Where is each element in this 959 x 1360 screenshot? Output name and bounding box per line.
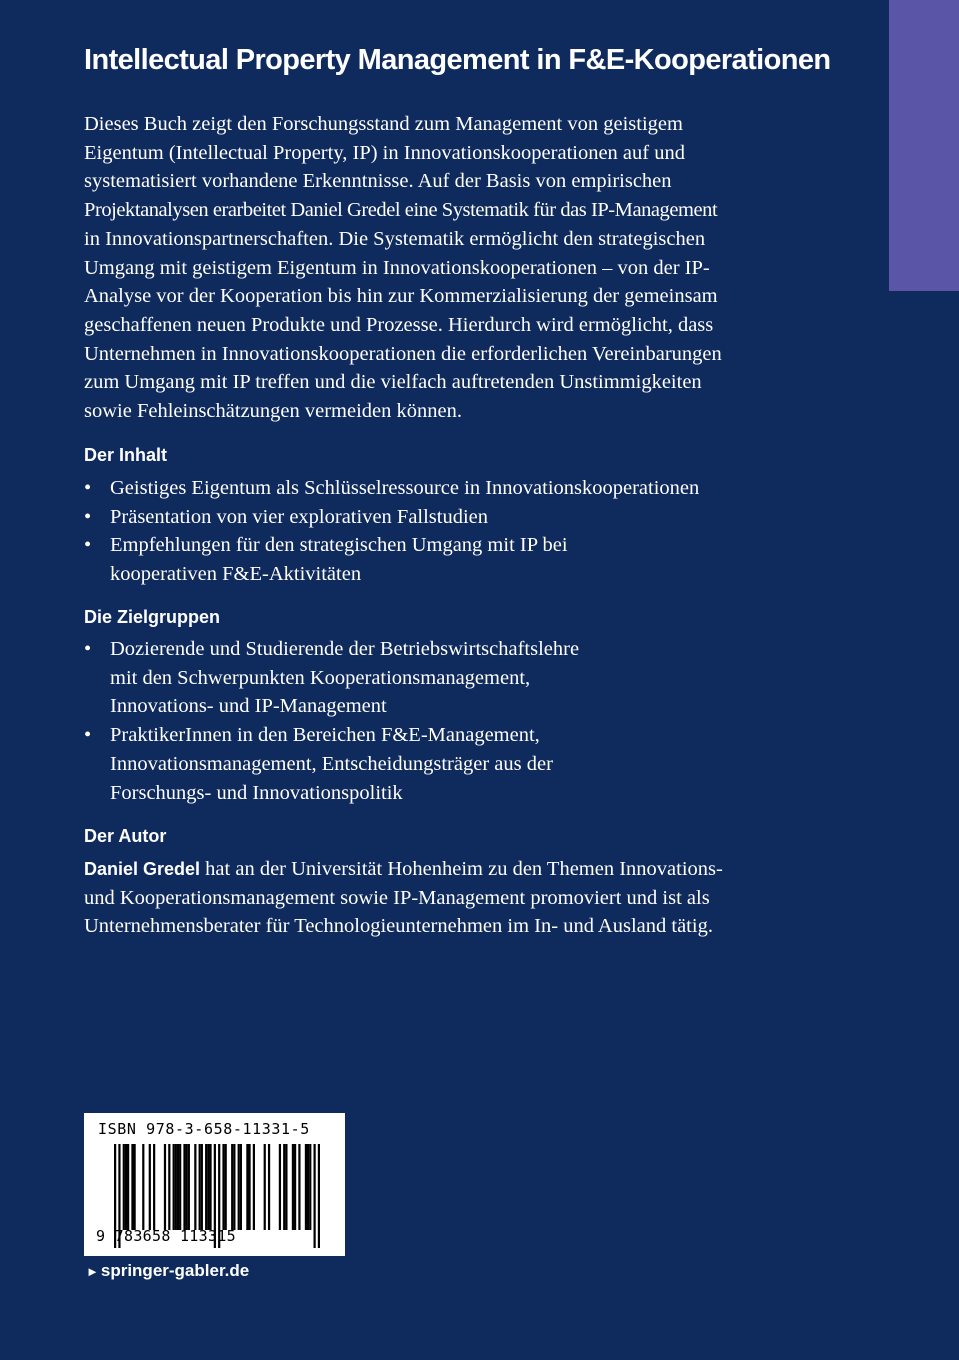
barcode-bar [253, 1144, 255, 1230]
list-item-text: Innovationsmanagement, Entscheidungsträger aus der [110, 752, 553, 775]
barcode-bar [164, 1144, 166, 1230]
barcode-bar [149, 1144, 151, 1230]
barcode-bar [298, 1144, 300, 1230]
bullet-icon: • [84, 477, 92, 499]
author-line: und Kooperationsmanagement sowie IP-Management promoviert und ist als [84, 886, 710, 909]
intro-line: Eigentum (Intellectual Property, IP) in Innovationskooperationen auf und [84, 141, 685, 164]
barcode-bar [194, 1144, 196, 1230]
list-item-text: mit den Schwerpunkten Kooperationsmanagement, [110, 666, 531, 689]
author-paragraph [84, 855, 804, 941]
list-item [84, 531, 804, 588]
accent-bar [889, 0, 959, 291]
barcode-bar [134, 1144, 136, 1230]
intro-line: Unternehmen in Innovationskooperationen die erforderlichen Vereinbarungen [84, 342, 722, 365]
intro-line: Dieses Buch zeigt den Forschungsstand zum Management von geistigem [84, 113, 683, 135]
list-item [84, 721, 804, 807]
list-item-text: PraktikerInnen in den Bereichen F&E-Management, [110, 724, 540, 747]
list-item-text: kooperativen F&E-Aktivitäten [110, 563, 362, 586]
list-item [84, 503, 804, 532]
section-heading-inhalt: Der Inhalt [84, 445, 168, 465]
barcode-bar [125, 1144, 127, 1230]
barcode-bar [292, 1144, 294, 1230]
barcode-bar [186, 1144, 188, 1230]
inhalt-list [84, 474, 804, 589]
barcode-bar [175, 1144, 177, 1230]
barcode-bar [188, 1144, 190, 1230]
bullet-icon: • [84, 534, 92, 557]
intro-line: systematisiert vorhandene Erkenntnisse. Auf der Basis von empirischen [84, 170, 672, 193]
barcode-bar [240, 1144, 242, 1230]
barcode-bar [283, 1144, 285, 1230]
barcode-bar [199, 1144, 201, 1230]
intro-line: sowie Fehleinschätzungen vermeiden können. [84, 400, 462, 423]
arrow-right-icon: ► [86, 1264, 99, 1279]
publisher-website[interactable] [86, 1261, 249, 1281]
barcode-bar [131, 1144, 133, 1230]
barcode-bar [268, 1144, 270, 1230]
author-line [84, 855, 804, 884]
intro-line: zum Umgang mit IP treffen und die vielfach auftretenden Unstimmigkeiten [84, 371, 702, 394]
intro-paragraph [84, 110, 804, 426]
list-item-text: Geistiges Eigentum als Schlüsselressource in Innovationskooperationen [110, 477, 700, 499]
intro-line: Projektanalysen erarbeitet Daniel Gredel eine Systematik für das IP-Management [84, 199, 718, 222]
barcode-bar [307, 1144, 309, 1230]
list-item-text: Dozierende und Studierende der Betriebswirtschaftslehre [110, 638, 580, 660]
bullet-icon: • [84, 724, 92, 747]
barcode-bar [246, 1144, 248, 1230]
author-text: hat an der Universität Hohenheim zu den Themen Innovations- [200, 858, 723, 880]
isbn-label: ISBN 978-3-658-11331-5 [98, 1120, 310, 1138]
barcode-bar [123, 1144, 125, 1230]
barcode-bar [142, 1144, 144, 1230]
barcode-bar [183, 1144, 185, 1230]
list-item [84, 474, 804, 503]
barcode-bar [231, 1144, 233, 1230]
barcode-bar [205, 1144, 207, 1230]
author-name: Daniel Gredel [84, 859, 201, 879]
barcode-bar [279, 1144, 281, 1230]
list-item-text: Präsentation von vier explorativen Fallstudien [110, 505, 489, 528]
isbn-barcode-box [84, 1113, 345, 1256]
intro-line: Analyse vor der Kooperation bis hin zur Kommerzialisierung der gemeinsam [84, 285, 718, 308]
barcode-bar [168, 1144, 170, 1230]
barcode-bar [201, 1144, 203, 1230]
section-heading-zielgruppen: Die Zielgruppen [84, 607, 221, 627]
list-item [84, 635, 804, 721]
barcode-bar [285, 1144, 287, 1230]
author-line: Unternehmensberater für Technologieunternehmen im In- und Ausland tätig. [84, 915, 713, 938]
intro-line: Umgang mit geistigem Eigentum in Innovationskooperationen – von der IP- [84, 256, 710, 279]
barcode-bar [222, 1144, 224, 1230]
barcode-bar [225, 1144, 227, 1230]
zielgruppen-list [84, 635, 804, 807]
bullet-icon: • [84, 505, 92, 528]
barcode-bar [248, 1144, 250, 1230]
barcode-digits: 9 783658 113315 [96, 1227, 236, 1245]
cover-title: Intellectual Property Management in F&E-Kooperationen [84, 44, 831, 76]
barcode-bar [294, 1144, 296, 1230]
barcode-bar [127, 1144, 129, 1230]
barcode-bar [207, 1144, 209, 1230]
barcode-bar [309, 1144, 311, 1230]
website-url: springer-gabler.de [100, 1261, 250, 1280]
barcode-bar [179, 1144, 181, 1230]
barcode-bar [209, 1144, 211, 1230]
barcode-bar [153, 1144, 155, 1230]
barcode-bar [305, 1144, 307, 1230]
list-item-text: Empfehlungen für den strategischen Umgang mit IP bei [110, 534, 568, 557]
intro-line: in Innovationspartnerschaften. Die Systematik ermöglicht den strategischen [84, 227, 706, 250]
barcode-bar [264, 1144, 266, 1230]
intro-line: geschaffenen neuen Produkte und Prozesse. Hierdurch wird ermöglicht, dass [84, 313, 714, 336]
barcode-bar [238, 1144, 240, 1230]
barcode-bar [173, 1144, 175, 1230]
bullet-icon: • [84, 638, 92, 660]
section-heading-autor: Der Autor [84, 826, 167, 846]
list-item-text: Forschungs- und Innovationspolitik [110, 781, 403, 804]
barcode-bar [177, 1144, 179, 1230]
list-item-text: Innovations- und IP-Management [110, 695, 387, 718]
barcode-bar [233, 1144, 235, 1230]
